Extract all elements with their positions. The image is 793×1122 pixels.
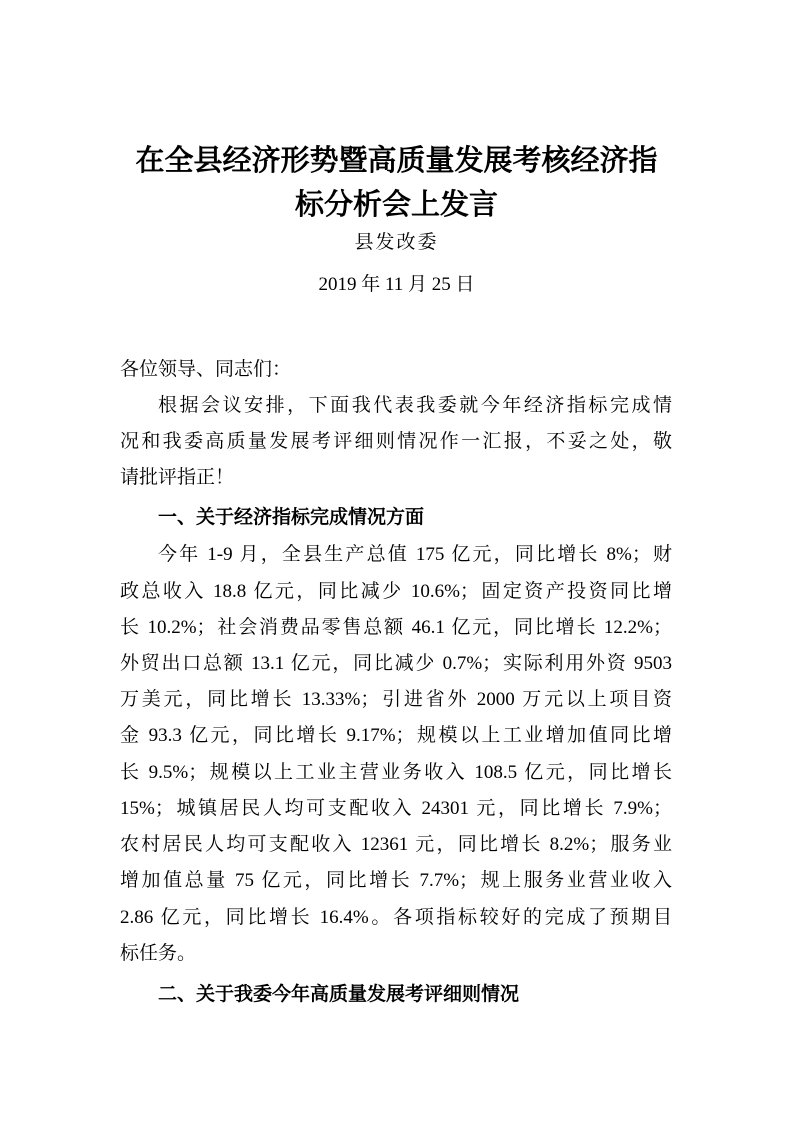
- document-author: 县发改委: [354, 232, 439, 253]
- section-1-line: 万美元，同比增长 13.33%；引进省外 2000 万元以上项目资: [120, 689, 672, 710]
- intro-line: 根据会议安排，下面我代表我委就今年经济指标完成情: [158, 395, 672, 416]
- intro-line: 请批评指正！: [120, 467, 235, 488]
- section-1-line: 长 10.2%；社会消费品零售总额 46.1 亿元，同比增长 12.2%；: [120, 617, 672, 638]
- section-1-line: 农村居民人均可支配收入 12361 元，同比增长 8.2%；服务业: [120, 834, 672, 855]
- section-1-line: 长 9.5%；规模以上工业主营业务收入 108.5 亿元，同比增长: [120, 762, 672, 783]
- section-1-line: 2.86 亿元，同比增长 16.4%。各项指标较好的完成了预期目: [120, 907, 672, 928]
- section-1-line: 金 93.3 亿元，同比增长 9.17%；规模以上工业增加值同比增: [120, 725, 672, 746]
- section-1-line: 增加值总量 75 亿元，同比增长 7.7%；规上服务业营业收入: [120, 870, 672, 891]
- document-title-line-1: 在全县经济形势暨高质量发展考核经济指: [135, 143, 658, 177]
- section-1-line: 15%；城镇居民人均可支配收入 24301 元，同比增长 7.9%；: [120, 798, 672, 819]
- section-1-heading: 一、关于经济指标完成情况方面: [158, 506, 425, 528]
- intro-line: 况和我委高质量发展考评细则情况作一汇报，不妥之处，敬: [120, 431, 672, 452]
- section-1-line: 外贸出口总额 13.1 亿元，同比减少 0.7%；实际利用外资 9503: [120, 653, 672, 674]
- salutation: 各位领导、同志们：: [120, 359, 292, 380]
- section-2-heading: 二、关于我委今年高质量发展考评细则情况: [158, 983, 520, 1005]
- section-1-line: 今年 1-9 月，全县生产总值 175 亿元，同比增长 8%；财: [158, 544, 672, 565]
- document-title-line-2: 标分析会上发言: [294, 187, 498, 221]
- section-1-line: 标任务。: [120, 943, 197, 964]
- document-date: 2019 年 11 月 25 日: [318, 274, 475, 295]
- section-1-line: 政总收入 18.8 亿元，同比减少 10.6%；固定资产投资同比增: [120, 581, 672, 602]
